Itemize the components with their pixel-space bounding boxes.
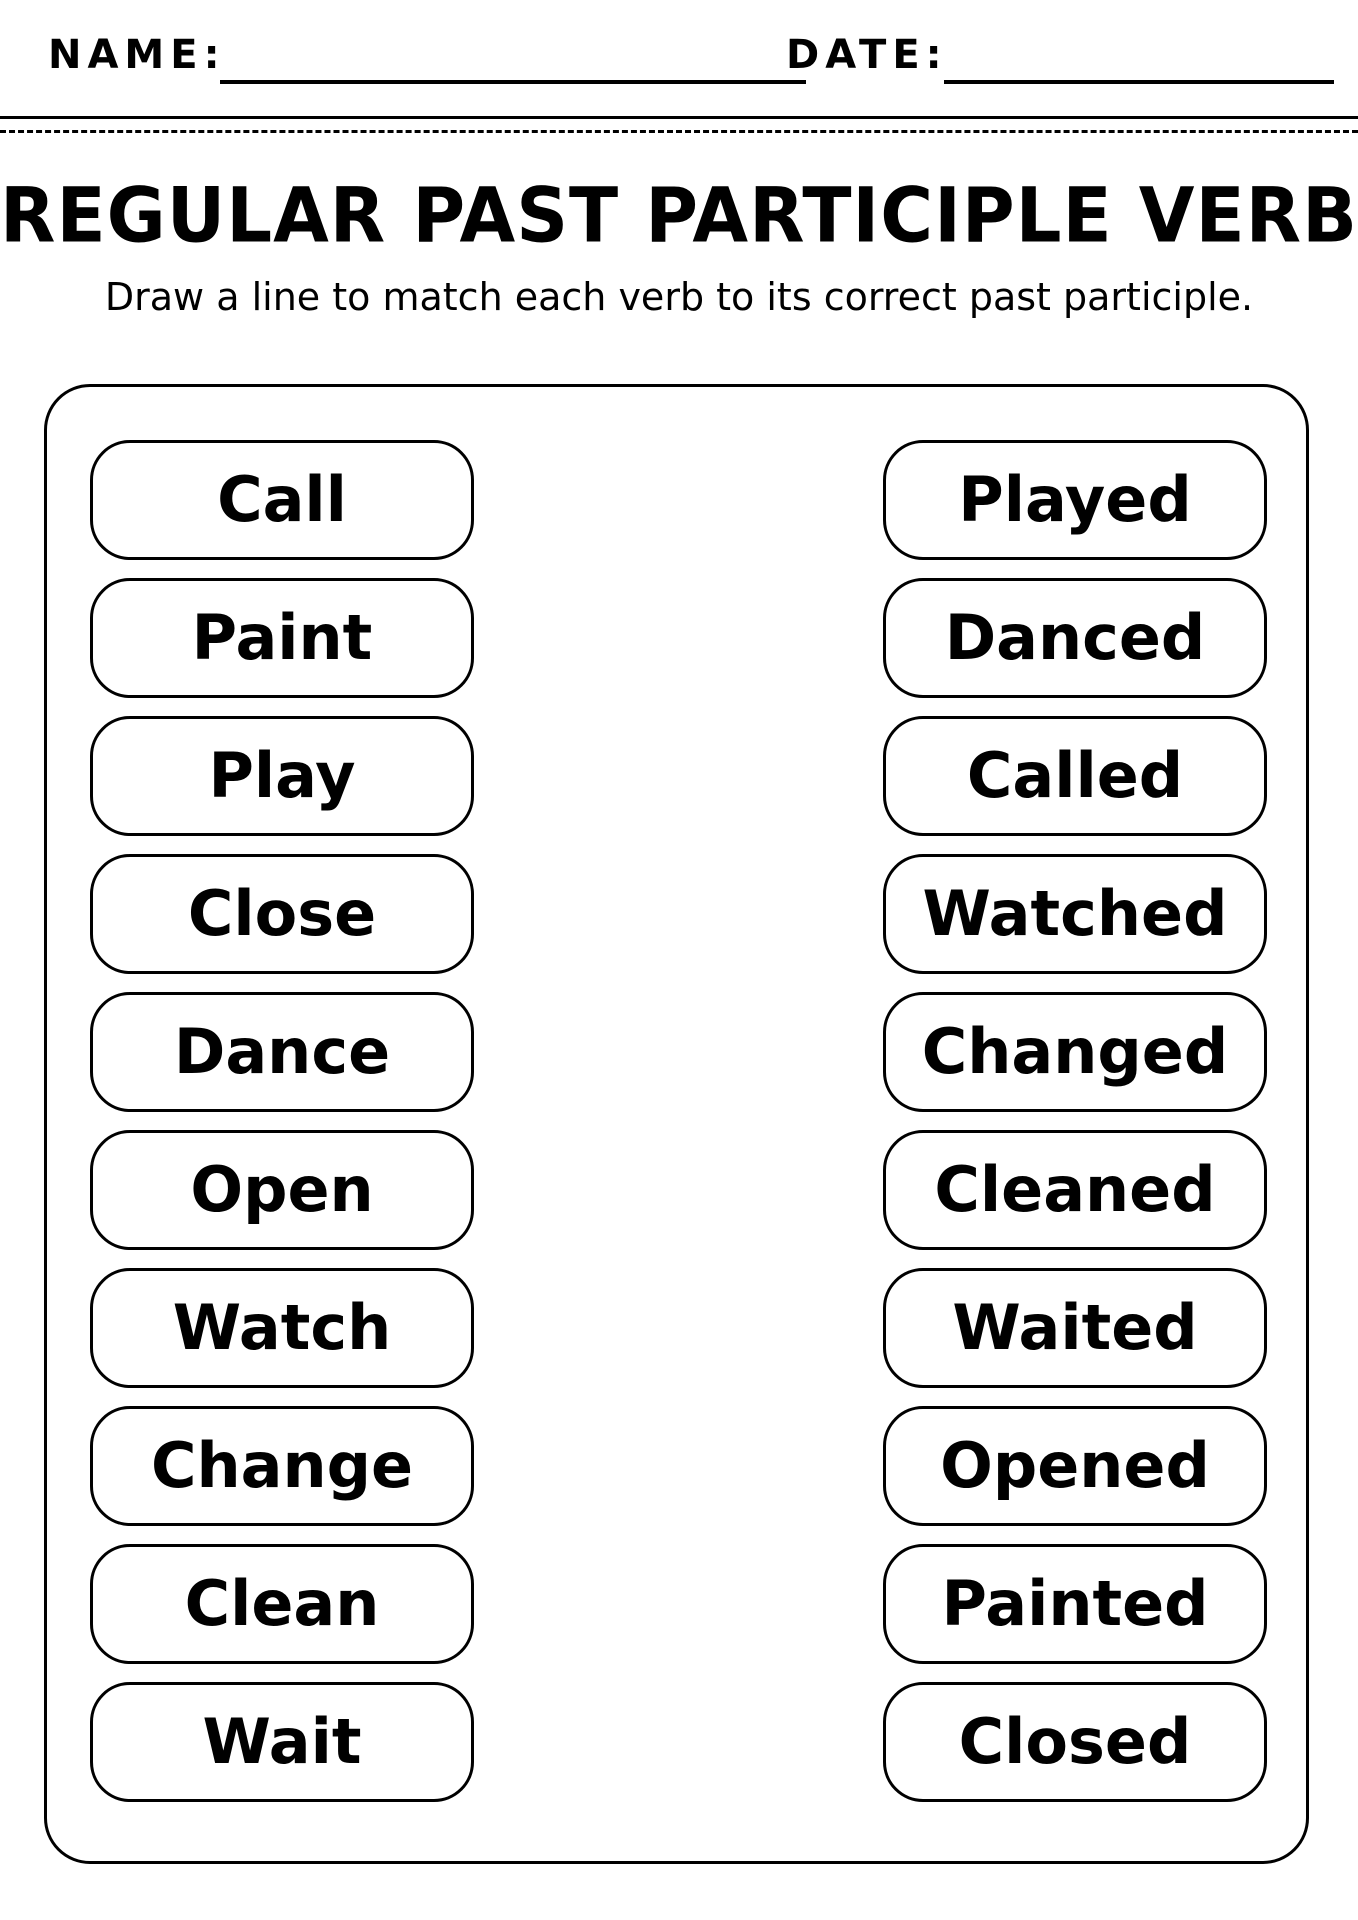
verb-label: Watch <box>172 1291 392 1364</box>
participle-box[interactable] <box>883 578 1267 698</box>
verb-label: Open <box>190 1153 374 1226</box>
verb-box[interactable] <box>90 1406 474 1526</box>
verb-box[interactable] <box>90 1544 474 1664</box>
verb-box[interactable] <box>90 992 474 1112</box>
participle-label: Danced <box>944 601 1206 674</box>
verb-box[interactable] <box>90 854 474 974</box>
verb-box[interactable] <box>90 1268 474 1388</box>
participle-box[interactable] <box>883 440 1267 560</box>
participle-box[interactable] <box>883 854 1267 974</box>
verb-label: Call <box>217 463 347 536</box>
participle-label: Painted <box>941 1567 1209 1640</box>
verb-box[interactable] <box>90 1682 474 1802</box>
participle-box[interactable] <box>883 716 1267 836</box>
participle-box[interactable] <box>883 1268 1267 1388</box>
verb-column <box>90 440 474 1820</box>
verb-label: Play <box>208 739 356 812</box>
participle-label: Changed <box>921 1015 1229 1088</box>
participle-label: Opened <box>940 1429 1210 1502</box>
verb-label: Wait <box>202 1705 362 1778</box>
date-label: DATE: <box>786 32 948 78</box>
participle-box[interactable] <box>883 1406 1267 1526</box>
instructions: Draw a line to match each verb to its correct past participle. <box>104 275 1254 319</box>
participle-label: Waited <box>952 1291 1198 1364</box>
verb-label: Dance <box>173 1015 391 1088</box>
participle-box[interactable] <box>883 1130 1267 1250</box>
dashed-divider <box>0 130 1358 133</box>
participle-label: Called <box>966 739 1184 812</box>
verb-label: Clean <box>184 1567 380 1640</box>
verb-label: Close <box>187 877 377 950</box>
worksheet-title: REGULAR PAST PARTICIPLE VERB <box>0 170 1358 260</box>
participle-label: Watched <box>922 877 1228 950</box>
participle-label: Played <box>958 463 1192 536</box>
verb-box[interactable] <box>90 440 474 560</box>
header-row <box>48 30 1310 90</box>
name-field[interactable] <box>220 80 806 84</box>
participle-label: Closed <box>958 1705 1192 1778</box>
participle-column <box>883 440 1267 1820</box>
verb-label: Change <box>150 1429 414 1502</box>
header-divider <box>0 116 1358 119</box>
name-label: NAME: <box>48 32 226 78</box>
participle-box[interactable] <box>883 1682 1267 1802</box>
participle-box[interactable] <box>883 992 1267 1112</box>
verb-box[interactable] <box>90 578 474 698</box>
participle-box[interactable] <box>883 1544 1267 1664</box>
date-field[interactable] <box>944 80 1334 84</box>
verb-label: Paint <box>191 601 373 674</box>
verb-box[interactable] <box>90 1130 474 1250</box>
verb-box[interactable] <box>90 716 474 836</box>
participle-label: Cleaned <box>934 1153 1216 1226</box>
